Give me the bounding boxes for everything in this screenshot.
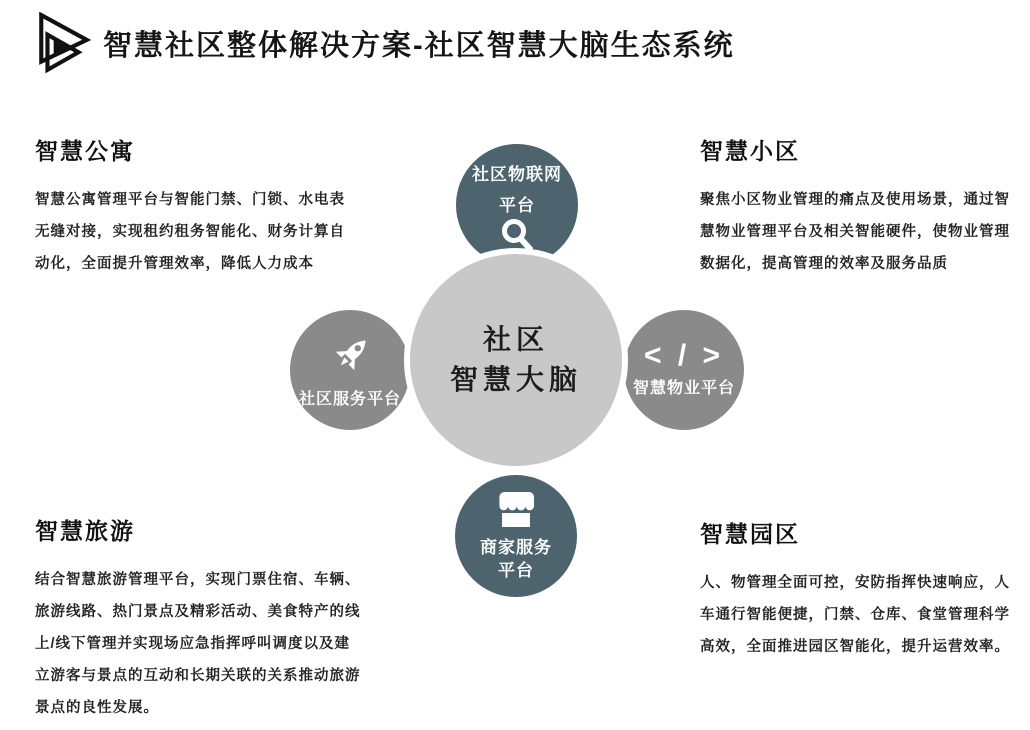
section-smart-tourism (35, 513, 365, 724)
node-label: 社区物联网 (472, 165, 562, 184)
logo-play-triangles-icon (33, 12, 95, 74)
section-body: 智慧公寓管理平台与智能门禁、门锁、水电表无缝对接，实现租约租务智能化、财务计算自动化，全面提升管理效率，降低人力成本 (35, 192, 345, 272)
section-title: 智慧旅游 (35, 518, 135, 544)
node-label: 商家服务 (480, 538, 552, 557)
rocket-icon (324, 330, 376, 382)
node-community-service-platform (286, 306, 414, 434)
node-merchant-service-platform (451, 471, 581, 601)
center-label: 社区 (482, 324, 549, 355)
page-title: 智慧社区整体解决方案-社区智慧大脑生态系统 (103, 29, 735, 62)
section-body: 人、物管理全面可控，安防指挥快速响应，人车通行智能便捷，门禁、仓库、食堂管理科学高效，全面推进园区智能化，提升运营效率。 (700, 575, 1010, 655)
section-body: 聚焦小区物业管理的痛点及使用场景，通过智慧物业管理平台及相关智能硬件，使物业管理数据化，提高管理的效率及服务品质 (700, 192, 1010, 272)
storefront-icon (494, 490, 538, 530)
section-title: 智慧公寓 (35, 138, 135, 164)
section-smart-park (700, 516, 1024, 663)
section-smart-residential (700, 133, 1016, 280)
center-label: 智慧大脑 (449, 364, 582, 395)
section-smart-apartment (35, 133, 353, 280)
header (33, 12, 735, 74)
node-label: 平台 (498, 561, 534, 580)
section-body: 结合智慧旅游管理平台，实现门票住宿、车辆、旅游线路、热门景点及精彩活动、美食特产的线上/线下管理并实现场应急指挥呼叫调度以及建立游客与景点的互动和长期关联的关系推动旅游景点的良性发展。 (35, 572, 361, 716)
code-icon: < / > (643, 338, 725, 372)
node-property-platform (620, 306, 748, 434)
center-brain-circle (404, 248, 628, 472)
section-title: 智慧园区 (700, 521, 800, 547)
section-title: 智慧小区 (700, 138, 800, 164)
node-label: 平台 (499, 196, 535, 215)
node-label: 智慧物业平台 (632, 379, 735, 397)
node-label: 社区服务平台 (298, 390, 401, 408)
